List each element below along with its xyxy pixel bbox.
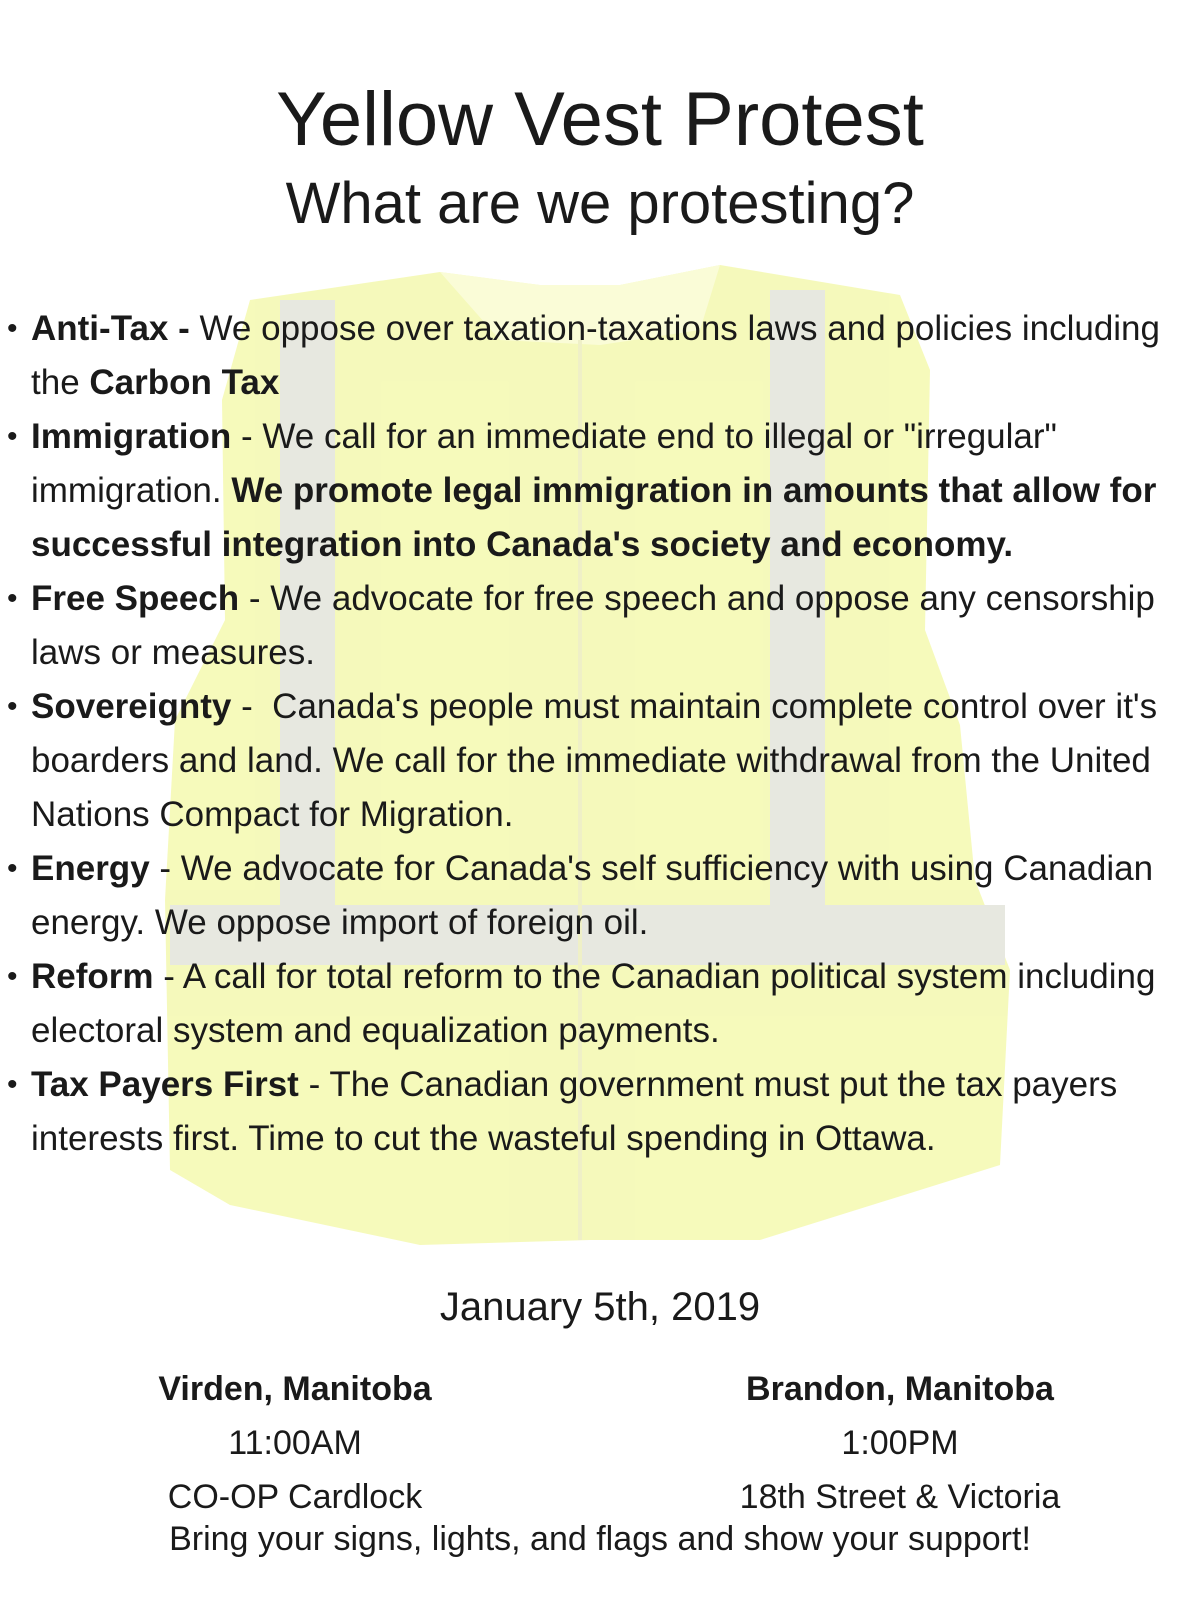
point-heading: Sovereignty: [31, 687, 232, 726]
location-name: Brandon, Manitoba: [746, 1370, 1054, 1408]
point-text: - We call for an immediate end to illegal or "irregular" immigration.: [31, 417, 1057, 510]
point-text: - The Canadian government must put the tax payers interests first. Time to cut the wasteful spending in Ottawa.: [31, 1065, 1118, 1158]
location-brandon: [600, 1362, 1200, 1524]
point-text: - Canada's people must maintain complete control over it's boarders and land. We call for the immediate withdrawal from the United Nations Compact for Migration.: [31, 687, 1167, 834]
point-heading: Immigration: [31, 417, 232, 456]
location-name: Virden, Manitoba: [158, 1370, 432, 1408]
location-place: 18th Street & Victoria: [739, 1478, 1061, 1516]
location-time: 1:00PM: [841, 1424, 959, 1462]
list-item-free-speech: [7, 572, 1191, 680]
point-heading: Anti-Tax -: [31, 309, 190, 348]
point-text: - We advocate for Canada's self sufficiency with using Canadian energy. We oppose import of foreign oil.: [31, 849, 1154, 942]
bullet-icon: •: [7, 852, 18, 885]
point-emphasis: We promote legal immigration in amounts that allow for successful integration into Canada's society and economy.: [31, 471, 1157, 564]
point-emphasis: Carbon Tax: [89, 363, 280, 402]
location-virden: [0, 1362, 595, 1524]
bullet-icon: •: [7, 1068, 18, 1101]
bullet-icon: •: [7, 960, 18, 993]
point-heading: Tax Payers First: [31, 1065, 299, 1104]
point-heading: Free Speech: [31, 579, 240, 618]
list-item-tax-payers-first: [7, 1058, 1191, 1166]
location-time: 11:00AM: [228, 1424, 362, 1462]
page-subtitle: What are we protesting?: [285, 171, 915, 236]
list-item-energy: [7, 842, 1191, 950]
point-text: - We advocate for free speech and oppose any censorship laws or measures.: [31, 579, 1155, 672]
bullet-icon: •: [7, 582, 18, 615]
bullet-icon: •: [7, 420, 18, 453]
point-text: We oppose over taxation-taxations laws and policies including the: [31, 309, 1160, 402]
list-item-anti-tax: [7, 302, 1191, 410]
bullet-icon: •: [7, 690, 18, 723]
bullet-icon: •: [7, 312, 18, 345]
page-title: Yellow Vest Protest: [276, 77, 924, 162]
point-text: - A call for total reform to the Canadian political system including electoral system and equalization payments.: [31, 957, 1156, 1050]
call-to-action: Bring your signs, lights, and flags and show your support!: [169, 1520, 1031, 1558]
list-item-sovereignty: [7, 680, 1191, 842]
point-heading: Reform: [31, 957, 154, 996]
event-date: January 5th, 2019: [439, 1285, 761, 1329]
list-item-reform: [7, 950, 1191, 1058]
protest-points-list: [7, 302, 1191, 1166]
list-item-immigration: [7, 410, 1191, 572]
location-place: CO-OP Cardlock: [167, 1478, 423, 1516]
point-heading: Energy: [31, 849, 150, 888]
